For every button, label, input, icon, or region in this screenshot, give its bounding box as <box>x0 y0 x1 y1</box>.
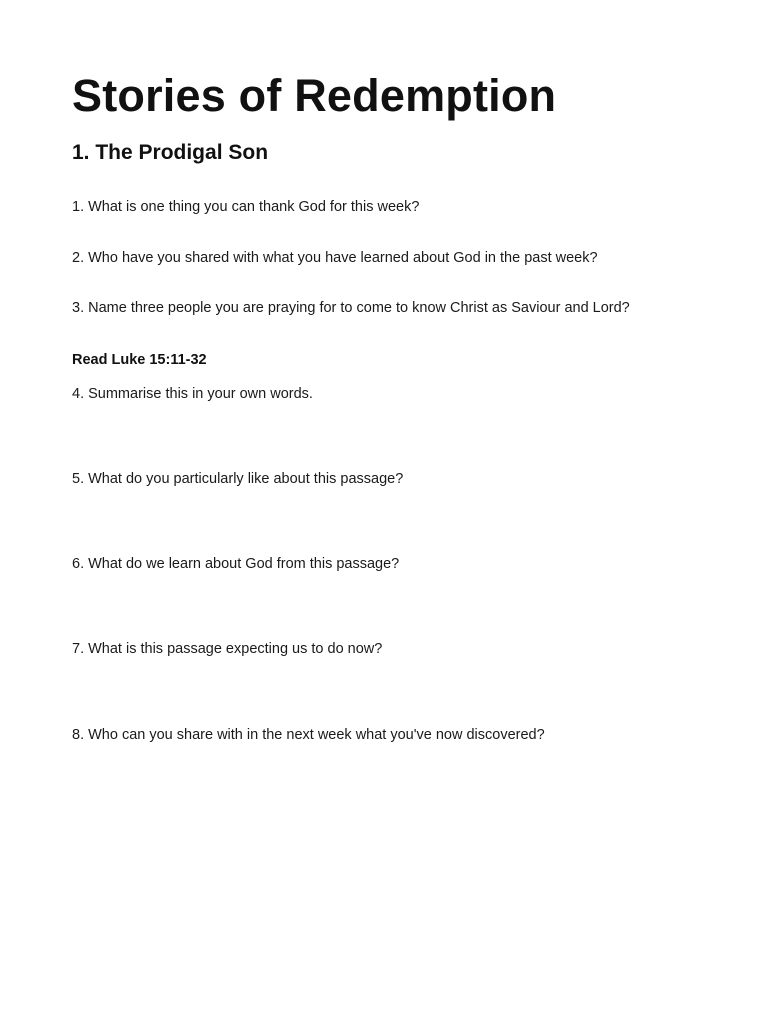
question-1: 1. What is one thing you can thank God for this week? <box>72 199 420 215</box>
question-6: 6. What do we learn about God from this passage? <box>72 556 400 572</box>
question-4: 4. Summarise this in your own words. <box>72 386 313 402</box>
page-title: Stories of Redemption <box>72 70 557 121</box>
scripture-reading-label: Read Luke 15:11-32 <box>72 352 207 368</box>
question-8: 8. Who can you share with in the next week what you've now discovered? <box>72 727 545 743</box>
question-2: 2. Who have you shared with what you have learned about God in the past week? <box>72 250 598 266</box>
lesson-heading: 1. The Prodigal Son <box>72 141 269 164</box>
question-5: 5. What do you particularly like about this passage? <box>72 471 404 487</box>
question-7: 7. What is this passage expecting us to do now? <box>72 641 383 657</box>
question-3: 3. Name three people you are praying for to come to know Christ as Saviour and Lord? <box>72 300 630 316</box>
